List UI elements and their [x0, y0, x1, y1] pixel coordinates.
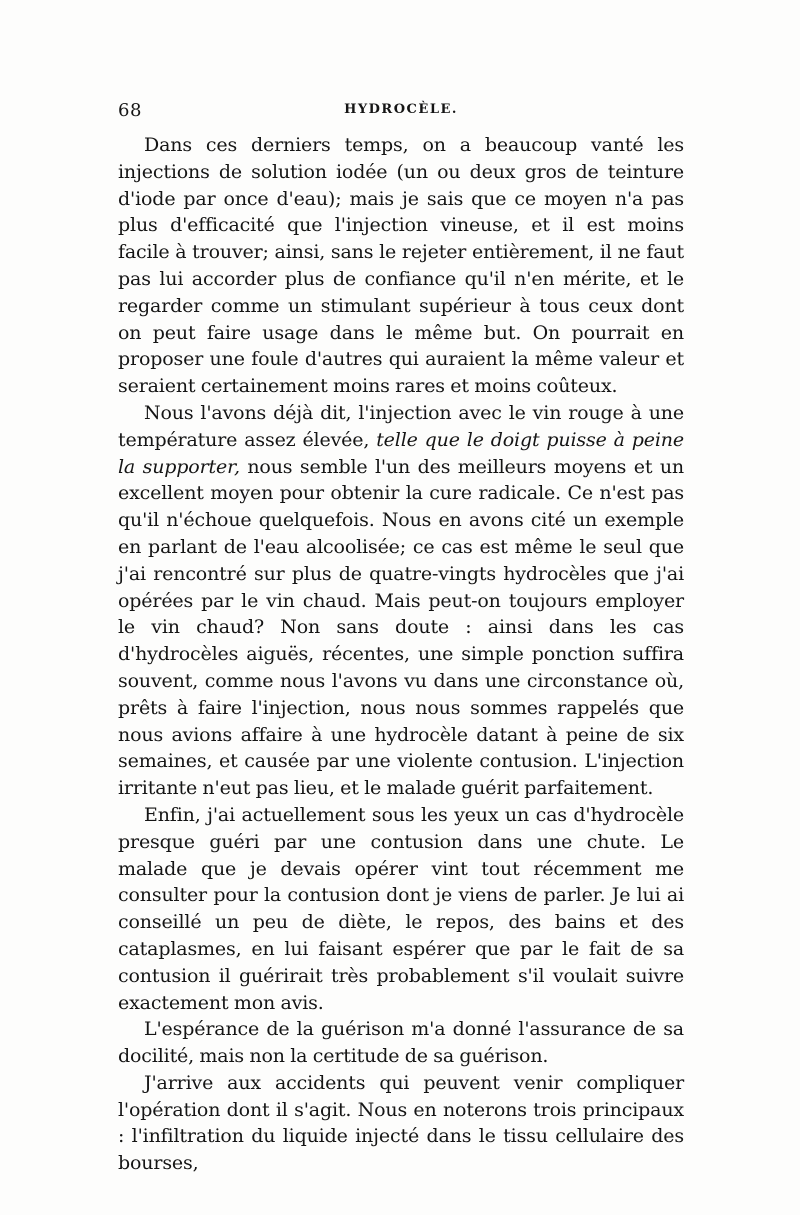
paragraph-iodine-injections: Dans ces derniers temps, on a beaucoup vanté les injections de solution iodée (un ou deux gros de teinture d'iode par once d'eau); mais je sais que ce moyen n'a pas plus d'efficacité que l'injection vineuse, et il est moins facile à trouver; ainsi, sans le rejeter entièrement, il ne faut pas lui accorder plus de confiance qu'il n'en mérite, et le regarder comme un stimulant supérieur à tous ceux dont on peut faire usage dans le même but. On pourrait en proposer une foule d'autres qui auraient la même valeur et seraient certainement moins rares et moins coûteux.	[118, 134, 684, 398]
running-title: HYDROCÈLE.	[344, 102, 458, 117]
paragraph-red-wine-injection	[118, 400, 684, 802]
paragraph-hope-of-cure: L'espérance de la guérison m'a donné l'assurance de sa docilité, mais non la certitude de sa guérison.	[118, 1018, 684, 1068]
italic-emphasis: telle que le doigt puisse à peine la supporter,	[118, 428, 684, 478]
page-number: 68	[118, 100, 142, 121]
paragraph-red-wine-injection-rest: nous semble l'un des meilleurs moyens et un excellent moyen pour obtenir la cure radicale. Ce n'est pas qu'il n'échoue quelquefois. Nous en avons cité un exemple en parlant de l'eau alcoolisée; ce cas est même le seul que j'ai rencontré sur plus de quatre-vingts hydrocèles que j'ai opérées par le vin chaud. Mais peut-on toujours employer le vin chaud? Non sans doute : ainsi dans les cas d'hydrocèles aiguës, récentes, une simple ponction suffira souvent, comme nous l'avons vu dans une circonstance où, prêts à faire l'injection, nous nous sommes rappelés que nous avions affaire à une hydrocèle datant à peine de six semaines, et causée par une violente contusion. L'injection irritante n'eut pas lieu, et le malade guérit parfaitement.	[118, 455, 684, 800]
paragraph-contusion-case: Enfin, j'ai actuellement sous les yeux un cas d'hydrocèle presque guéri par une contusion dans une chute. Le malade que je devais opérer vint tout récemment me consulter pour la contusion dont je viens de parler. Je lui ai conseillé un peu de diète, le repos, des bains et des cataplasmes, en lui faisant espérer que par le fait de sa contusion il guérirait très probablement s'il voulait suivre exactement mon avis.	[118, 803, 684, 1014]
paragraph-red-wine-injection-start: Nous l'avons déjà dit, l'injection avec le vin rouge à une température assez élevée,	[118, 401, 684, 451]
running-head	[118, 100, 684, 126]
paragraph-accidents: J'arrive aux accidents qui peuvent venir compliquer l'opération dont il s'agit. Nous en noterons trois principaux : l'infiltration du liquide injecté dans le tissu cellulaire des bourses,	[118, 1071, 684, 1175]
body-text	[118, 132, 684, 1177]
